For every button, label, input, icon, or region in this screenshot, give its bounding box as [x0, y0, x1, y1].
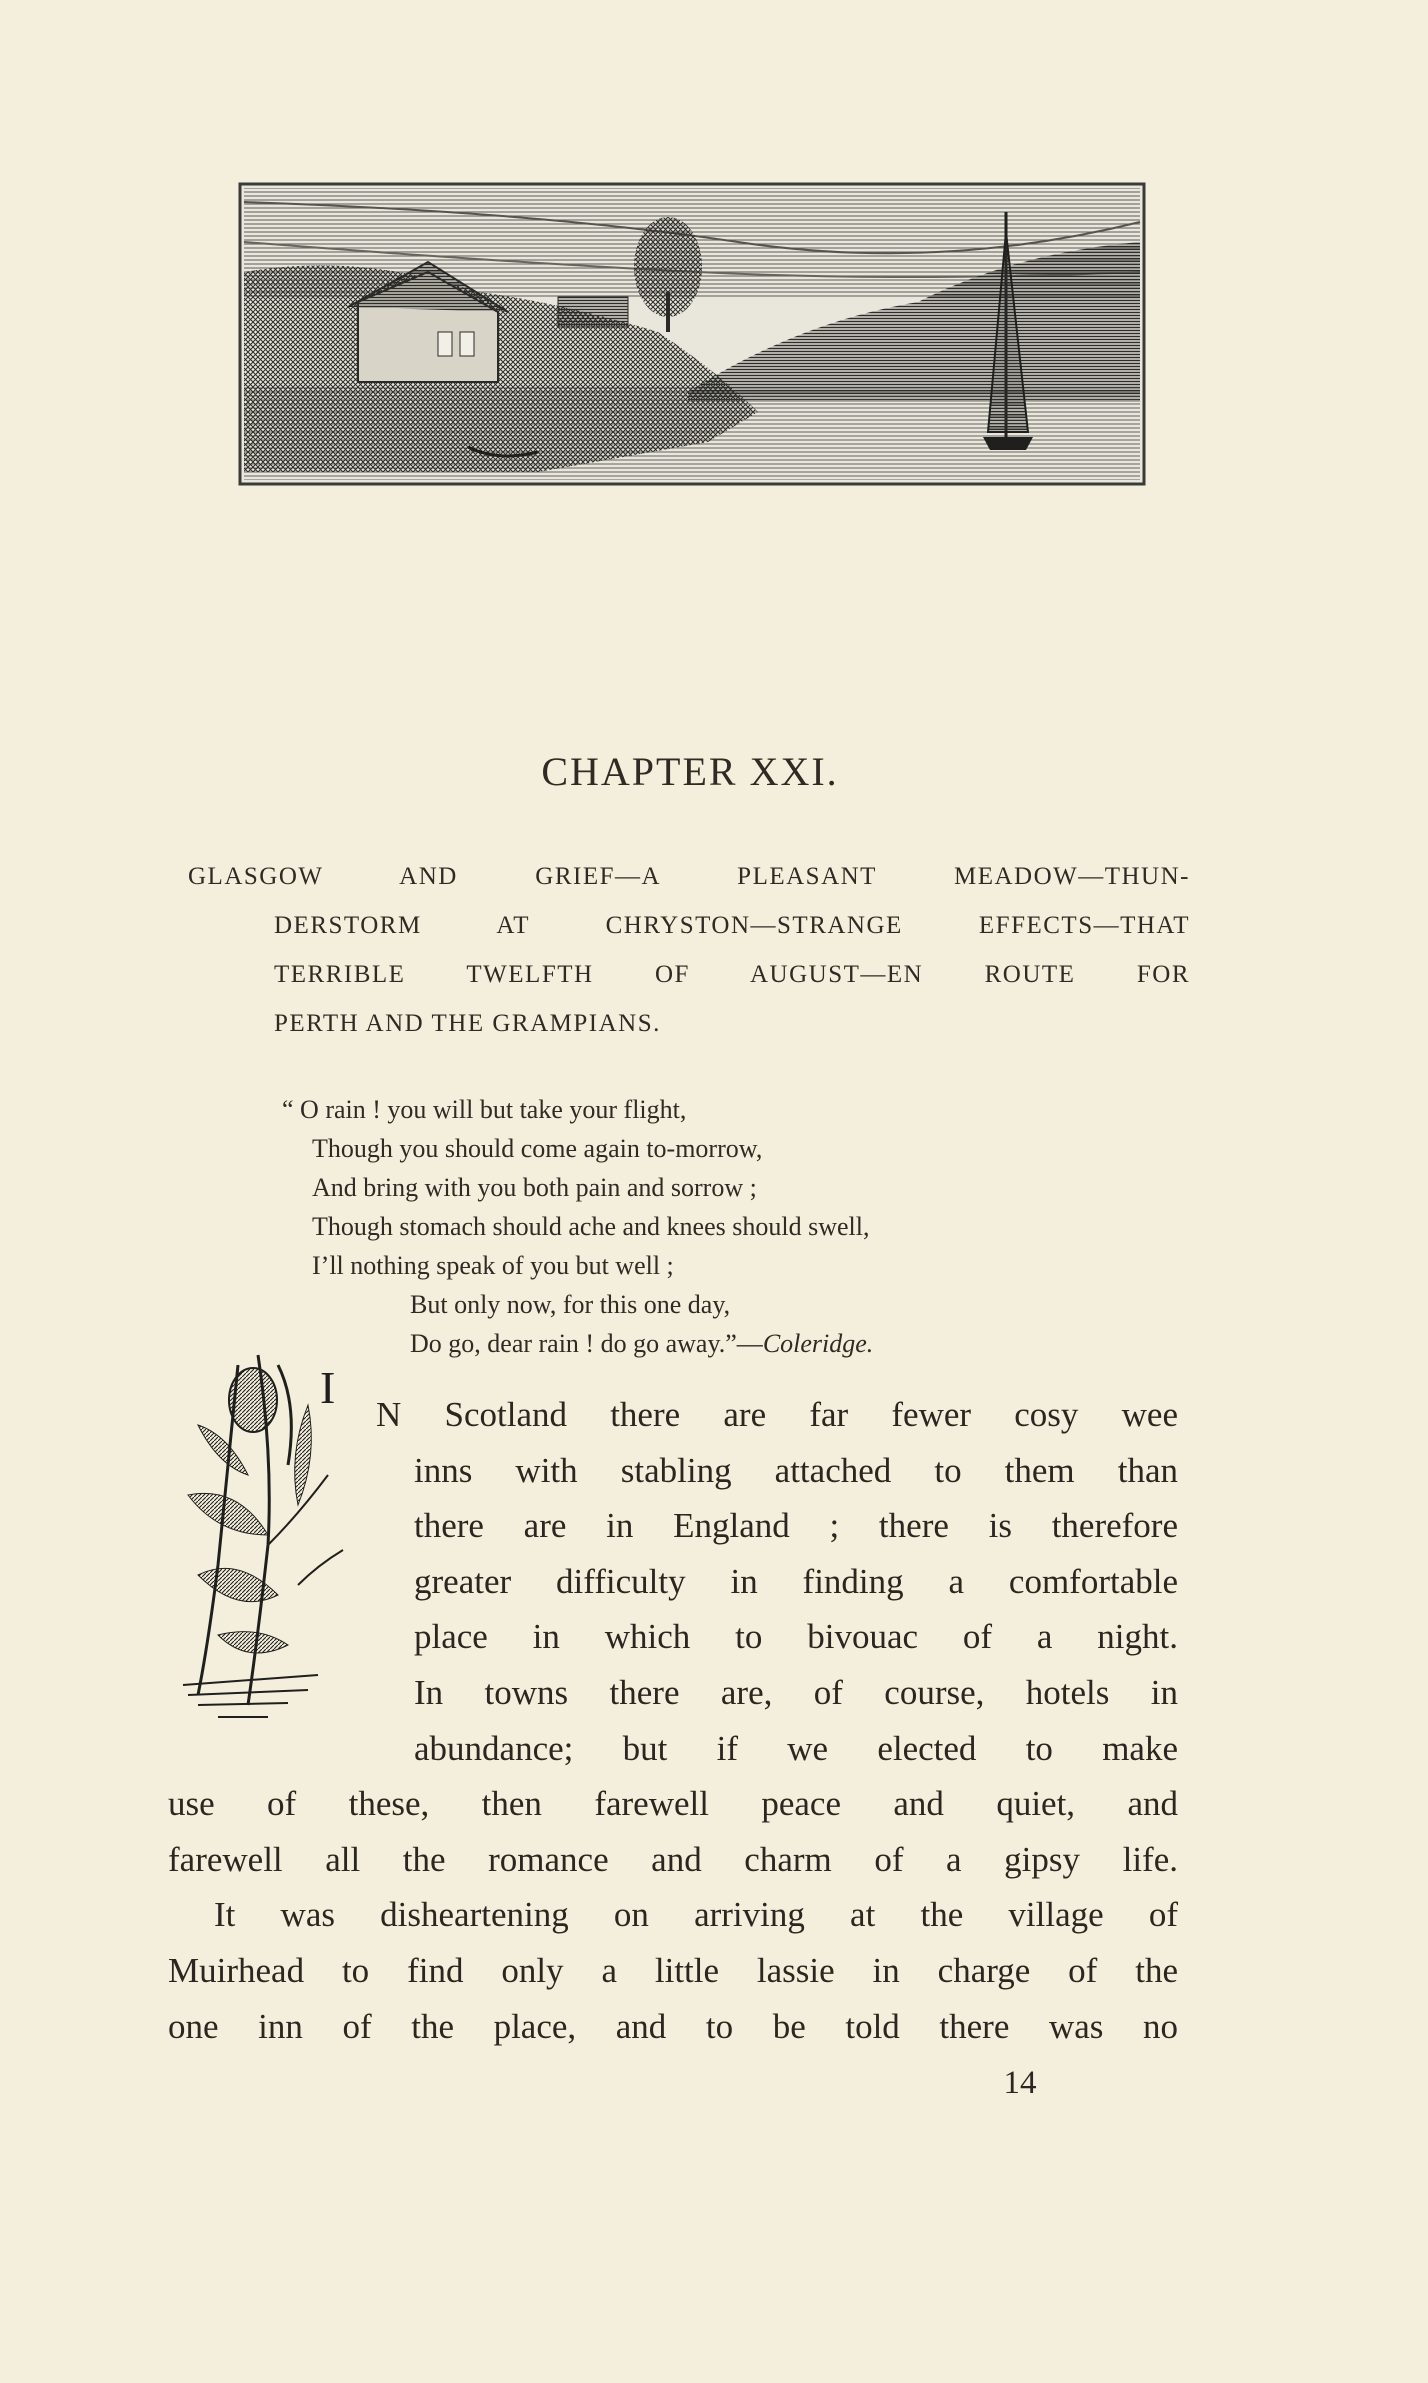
- body-line: In towns there are, of course, hotels in: [414, 1672, 1178, 1712]
- epigraph-line: And bring with you both pain and sorrow ;: [312, 1173, 757, 1202]
- epigraph-line: But only now, for this one day,: [410, 1290, 731, 1319]
- body-line: greater difficulty in finding a comfortable: [414, 1561, 1178, 1601]
- summary-line: PERTH AND THE GRAMPIANS.: [274, 1010, 661, 1037]
- chapter-title: CHAPTER XXI.: [541, 749, 839, 794]
- summary-line: GLASGOW AND GRIEF—A PLEASANT MEADOW—THUN-: [188, 863, 1190, 890]
- chapter-summary: [188, 852, 1190, 1048]
- page-number: 14: [1003, 2065, 1037, 2101]
- body-line: N Scotland there are far fewer cosy wee: [376, 1395, 1178, 1434]
- epigraph-line: Though stomach should ache and knees should swell,: [312, 1212, 870, 1241]
- body-line: inns with stabling attached to them than: [414, 1450, 1178, 1490]
- body-line: one inn of the place, and to be told there was no: [168, 2006, 1178, 2046]
- body-paragraphs: [168, 1387, 1178, 2054]
- epigraph-last-line: [282, 1324, 1082, 1363]
- body-line: Muirhead to find only a little lassie in charge of the: [168, 1950, 1178, 1990]
- header-vignette-illustration: [238, 182, 1146, 486]
- body-line: use of these, then farewell peace and quiet, and: [168, 1784, 1178, 1824]
- body-line: It was disheartening on arriving at the village of: [214, 1895, 1178, 1935]
- epigraph-line: I’ll nothing speak of you but well ;: [312, 1251, 674, 1280]
- body-line: place in which to bivouac of a night.: [414, 1617, 1178, 1657]
- epigraph-line: Though you should come again to-morrow,: [312, 1134, 763, 1163]
- summary-line: TERRIBLE TWELFTH OF AUGUST—EN ROUTE FOR: [274, 961, 1190, 988]
- body-line: there are in England ; there is therefore: [414, 1506, 1178, 1546]
- epigraph-line: Do go, dear rain ! do go away.”—: [410, 1329, 763, 1358]
- body-line: abundance; but if we elected to make: [414, 1728, 1178, 1768]
- epigraph-attribution: Coleridge.: [762, 1329, 874, 1358]
- epigraph-poem: [282, 1090, 1082, 1363]
- epigraph-line: “ O rain ! you will but take your flight,: [282, 1095, 687, 1124]
- summary-line: DERSTORM AT CHRYSTON—STRANGE EFFECTS—THAT: [274, 912, 1190, 939]
- body-line: farewell all the romance and charm of a gipsy life.: [168, 1839, 1178, 1879]
- drop-cap-letter: I: [320, 1362, 336, 1413]
